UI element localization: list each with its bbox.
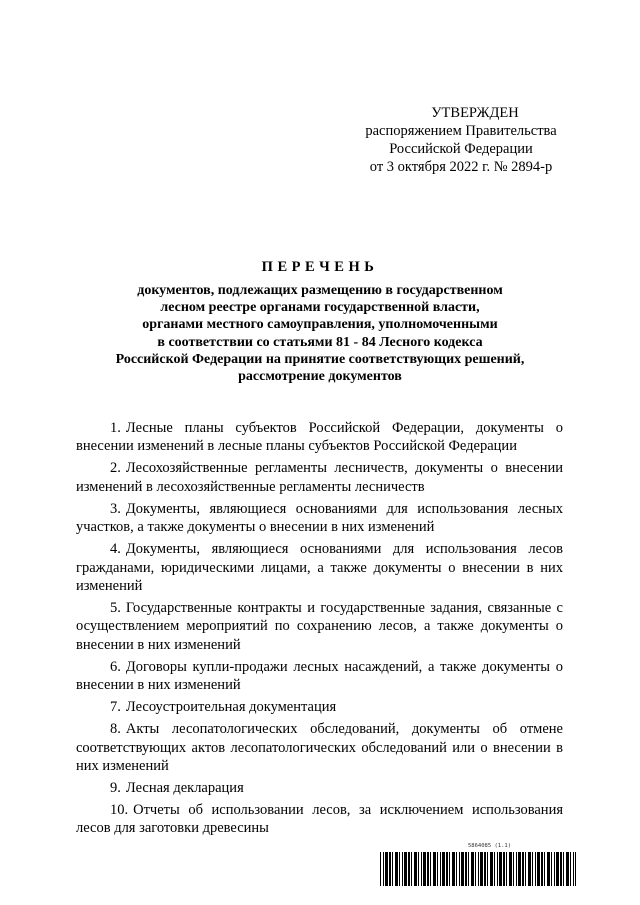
list-item-text: Лесные планы субъектов Российской Федерации, документы о внесении изменений в лесные планы субъектов Российской Федерации <box>76 420 563 455</box>
list-item-text: Документы, являющиеся основаниями для использования лесов гражданами, юридическими лицами, а также документы о внесении в них изменений <box>76 541 563 595</box>
list-item-text: Государственные контракты и государственные задания, связанные с осуществлением мероприятий по сохранению лесов, а также документы о внесении в них изменений <box>76 600 563 653</box>
list-item <box>76 540 563 595</box>
list-item <box>76 658 563 695</box>
list-item-number: 10. <box>110 802 129 819</box>
list-item-text: Документы, являющиеся основаниями для использования лесных участков, а также документы о внесении в них изменений <box>76 500 563 536</box>
approval-line-1: распоряжением Правительства <box>365 123 557 139</box>
list-item-text: Лесоустроительная документация <box>125 699 337 716</box>
subtitle-line-6: рассмотрение документов <box>238 369 402 385</box>
list-item <box>76 419 563 456</box>
list-item <box>76 801 563 838</box>
list-item <box>76 459 563 496</box>
list-item-number: 9. <box>110 780 121 797</box>
subtitle-line-5: Российской Федерации на принятие соответствующих решений, <box>115 351 525 367</box>
subtitle-line-4: в соответствии со статьями 81 - 84 Лесного кодекса <box>157 334 483 350</box>
list-item <box>76 720 563 775</box>
approval-block <box>346 104 576 176</box>
list-item-number: 5. <box>110 600 121 617</box>
approved-label: УТВЕРЖДЕН <box>431 105 519 121</box>
list-item-number: 3. <box>110 500 121 517</box>
list-item-text: Договоры купли-продажи лесных насаждений, а также документы о внесении в них изменений <box>76 658 563 694</box>
list-item-number: 1. <box>110 420 121 436</box>
list-item-number: 4. <box>110 541 121 558</box>
list-item-text: Отчеты об использовании лесов, за исключением использования лесов для заготовки древесины <box>76 802 563 837</box>
subtitle-line-3: органами местного самоуправления, уполномоченными <box>142 317 498 333</box>
document-heading <box>60 258 580 385</box>
approval-line-3: от 3 октября 2022 г. № 2894-р <box>369 159 553 175</box>
barcode-caption: 5864085 (1.1) <box>468 843 512 849</box>
barcode-icon <box>380 852 576 886</box>
list-item <box>76 500 563 537</box>
list-item-text: Лесохозяйственные регламенты лесничеств, документы о внесении изменений в лесохозяйственные регламенты лесничеств <box>76 460 563 495</box>
list-item <box>76 698 563 716</box>
list-item-number: 2. <box>110 460 121 477</box>
list-item <box>76 779 563 797</box>
list-item-text: Лесная декларация <box>125 780 244 797</box>
list-item-number: 6. <box>110 658 121 675</box>
approval-line-2: Российской Федерации <box>389 141 533 157</box>
document-title: ПЕРЕЧЕНЬ <box>261 259 379 275</box>
list-item-text: Акты лесопатологических обследований, документы об отмене соответствующих актов лесопатологических обследований или о внесении в них изменений <box>76 721 563 775</box>
document-list <box>76 419 563 841</box>
subtitle-line-2: лесном реестре органами государственной власти, <box>160 300 480 316</box>
subtitle-line-1: документов, подлежащих размещению в государственном <box>137 283 503 298</box>
list-item <box>76 599 563 654</box>
list-item-number: 8. <box>110 721 121 738</box>
list-item-number: 7. <box>110 699 121 716</box>
